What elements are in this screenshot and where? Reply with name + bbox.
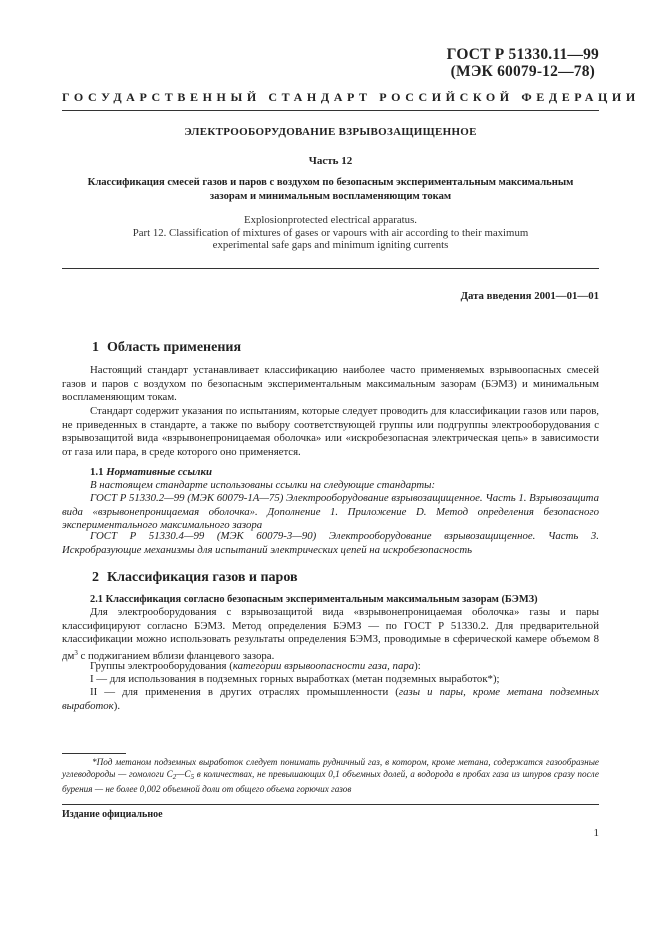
footnote-rule bbox=[62, 753, 126, 754]
english-title bbox=[62, 214, 599, 252]
introduction-date: Дата введения 2001—01—01 bbox=[460, 290, 599, 302]
english-title-line: Part 12. Classification of mixtures of gases or vapours with air according to their maximum bbox=[132, 226, 529, 239]
text-run: Группы электрооборудования ( bbox=[90, 660, 233, 672]
paragraph: В настоящем стандарте использованы ссылки на следующие стандарты: bbox=[90, 479, 436, 491]
section-number: 1 bbox=[92, 340, 99, 355]
superscript: 3 bbox=[74, 648, 78, 657]
section-number: 2 bbox=[92, 570, 99, 585]
subtitle-line: Классификация смесей газов и паров с воздухом по безопасным экспериментальным максимальным bbox=[87, 177, 574, 188]
header-rule bbox=[62, 110, 599, 111]
text-run: Для электрооборудования с взрывозащитой вида «взрывонепроницаемая оболочка» газы и пары классифицируют согласно БЭМЗ. Метод определения БЭМЗ — по ГОСТ Р 51330.2. Для предварительной классификации можно использовать результаты определения БЭМЗ, проводимые в сферической камере объемом 8 дм bbox=[62, 606, 599, 662]
text-run: газы и пары, кроме метана подземных выработок bbox=[62, 686, 599, 712]
text-run: —C bbox=[176, 769, 191, 779]
part-label: Часть 12 bbox=[308, 155, 353, 167]
paragraph bbox=[62, 606, 599, 663]
section-2-heading bbox=[92, 570, 298, 586]
paragraph bbox=[62, 660, 599, 674]
gost-designation bbox=[447, 46, 599, 80]
section-1-heading bbox=[92, 340, 241, 356]
page-number: 1 bbox=[593, 827, 599, 839]
english-title-line: Explosionprotected electrical apparatus. bbox=[244, 214, 417, 226]
subsection-2-1-heading: 2.1 Классификация согласно безопасным экспериментальным максимальным зазорам (БЭМЗ) bbox=[90, 594, 538, 605]
text-run: II — для применения в других отраслях промышленности ( bbox=[90, 686, 399, 698]
reference-item: ГОСТ Р 51330.2—99 (МЭК 60079-1А—75) Электрооборудование взрывозащищенное. Часть 1. Взрывозащита вида «взрывонепроницаемая оболочка». Дополнение 1. Приложение D. Метод определения безопасного экспериментального максимального зазора bbox=[62, 492, 599, 532]
subscript: 5 bbox=[190, 773, 195, 781]
reference-item: ГОСТ Р 51330.4—99 (МЭК 60079-3—90) Электрооборудование взрывозащищенное. Часть 3. Искробразующие механизмы для испытаний электрических цепей на искробезопасность bbox=[62, 530, 599, 556]
text-run: в количествах, не превышающих 0,1 объемных долей, а водорода в пробах газа из шпуров сразу после бурения — не более 0,002 объемной доли от общего объема горючих газов bbox=[62, 769, 599, 794]
subsection-number: 1.1 bbox=[90, 466, 104, 478]
text-run: категории взрывоопасности газа, пара bbox=[232, 660, 415, 672]
iec-number: (МЭК 60079-12—78) bbox=[450, 63, 596, 80]
text-run: с поджиганием вблизи фланцевого зазора. bbox=[77, 649, 275, 662]
document-subtitle bbox=[62, 176, 599, 204]
subtitle-line: зазорам и минимальным воспламеняющим токам bbox=[209, 191, 452, 202]
title-rule bbox=[62, 268, 599, 269]
gost-number: ГОСТ Р 51330.11—99 bbox=[446, 46, 599, 63]
paragraph: Настоящий стандарт устанавливает классификацию наиболее часто применяемых взрывоопасных смесей газов и паров с воздухом по безопасным экспериментальным максимальным зазорам (БЭМЗ) и минимальным воспламеняющим токам. bbox=[62, 364, 599, 404]
text-run: ). bbox=[113, 699, 121, 712]
text-run: ): bbox=[414, 660, 421, 672]
paragraph: Стандарт содержит указания по испытаниям, которые следует проводить для классификации газов или паров, не приведенных в стандарте, а также по выбору соответствующей группы или подгруппы электрооборудования с взрывозащитой вида «взрывонепроницаемая оболочка» или «искробезопасная электрическая цепь» в зависимости от газа или пара, в среде которого оно применяется. bbox=[62, 405, 599, 458]
section-title: Классификация газов и паров bbox=[107, 570, 298, 585]
english-title-line: experimental safe gaps and minimum igniting currents bbox=[212, 239, 449, 251]
edition-label: Издание официальное bbox=[62, 809, 163, 820]
group-item bbox=[62, 686, 599, 713]
footnote bbox=[62, 756, 599, 795]
footer-rule bbox=[62, 804, 599, 805]
subscript: 2 bbox=[172, 773, 177, 781]
group-item: I — для использования в подземных горных выработках (метан подземных выработок*); bbox=[90, 673, 500, 685]
section-title: Область применения bbox=[107, 340, 242, 355]
subsection-title: Нормативные ссылки bbox=[106, 466, 212, 478]
text-run: *Под метаном подземных выработок следует понимать рудничный газ, в котором, кроме метана, содержатся газообразные углеводороды — гомологи C bbox=[62, 757, 599, 779]
state-standard-header: ГОСУДАРСТВЕННЫЙ СТАНДАРТ РОССИЙСКОЙ ФЕДЕРАЦИИ bbox=[62, 90, 640, 104]
document-title: ЭЛЕКТРООБОРУДОВАНИЕ ВЗРЫВОЗАЩИЩЕННОЕ bbox=[184, 126, 477, 138]
subsection-1-1-heading bbox=[62, 466, 599, 480]
